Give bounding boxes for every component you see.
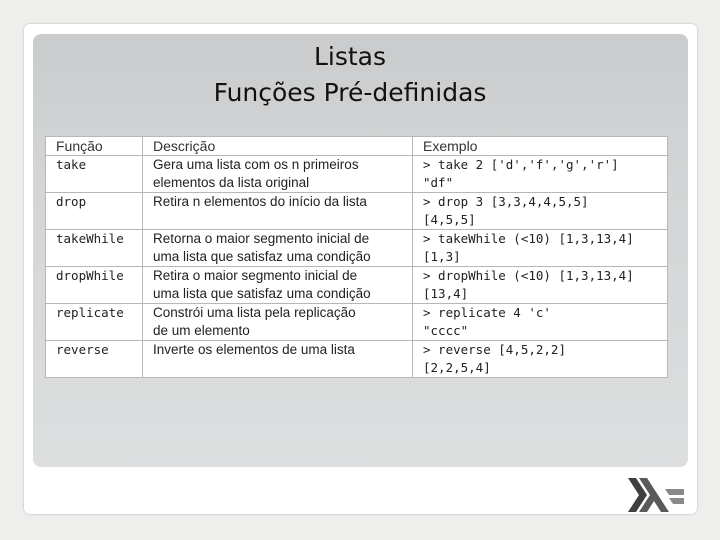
function-example [413, 230, 668, 267]
header-funcao: Função [46, 137, 143, 156]
function-example [413, 193, 668, 230]
description-line: Gera uma lista com os n primeiros [153, 157, 359, 172]
function-example [413, 341, 668, 378]
example-line: > reverse [4,5,2,2] [423, 342, 566, 357]
example-line: > replicate 4 'c' [423, 305, 551, 320]
example-line: [1,3] [423, 249, 461, 264]
table-row [46, 341, 668, 378]
header-descricao: Descrição [143, 137, 413, 156]
function-description [143, 230, 413, 267]
function-name: takeWhile [46, 230, 143, 267]
function-description [143, 267, 413, 304]
slide-subtitle: Funções Pré-definidas [213, 78, 487, 107]
header-exemplo: Exemplo [413, 137, 668, 156]
function-name: drop [46, 193, 143, 230]
description-line: Inverte os elementos de uma lista [153, 342, 355, 357]
function-description [143, 193, 413, 230]
description-line: uma lista que satisfaz uma condição [153, 286, 371, 301]
example-line: > drop 3 [3,3,4,4,5,5] [423, 194, 589, 209]
example-line: "df" [423, 175, 454, 190]
table-row [46, 304, 668, 341]
table-row [46, 156, 668, 193]
example-line: > take 2 ['d','f','g','r'] [423, 157, 619, 172]
example-line: [13,4] [423, 286, 469, 301]
description-line: Retira n elementos do início da lista [153, 194, 367, 209]
function-name: take [46, 156, 143, 193]
example-line: > dropWhile (<10) [1,3,13,4] [423, 268, 634, 283]
table-row [46, 230, 668, 267]
example-line: "cccc" [423, 323, 469, 338]
function-description [143, 156, 413, 193]
function-name: replicate [46, 304, 143, 341]
table-row [46, 193, 668, 230]
description-line: Constrói uma lista pela replicação [153, 305, 356, 320]
example-line: > takeWhile (<10) [1,3,13,4] [423, 231, 634, 246]
description-line: Retorna o maior segmento inicial de [153, 231, 370, 246]
function-example [413, 304, 668, 341]
description-line: uma lista que satisfaz uma condição [153, 249, 371, 264]
description-line: elementos da lista original [153, 175, 310, 190]
table-header-row [46, 137, 668, 156]
function-name: reverse [46, 341, 143, 378]
example-line: [4,5,5] [423, 212, 476, 227]
function-description [143, 304, 413, 341]
function-name: dropWhile [46, 267, 143, 304]
example-line: [2,2,5,4] [423, 360, 491, 375]
description-line: de um elemento [153, 323, 250, 338]
slide-title: Listas [313, 42, 387, 71]
function-description [143, 341, 413, 378]
description-line: Retira o maior segmento inicial de [153, 268, 358, 283]
functions-table [45, 136, 668, 378]
table-row [46, 267, 668, 304]
haskell-logo-icon [628, 478, 684, 512]
function-example [413, 156, 668, 193]
function-example [413, 267, 668, 304]
